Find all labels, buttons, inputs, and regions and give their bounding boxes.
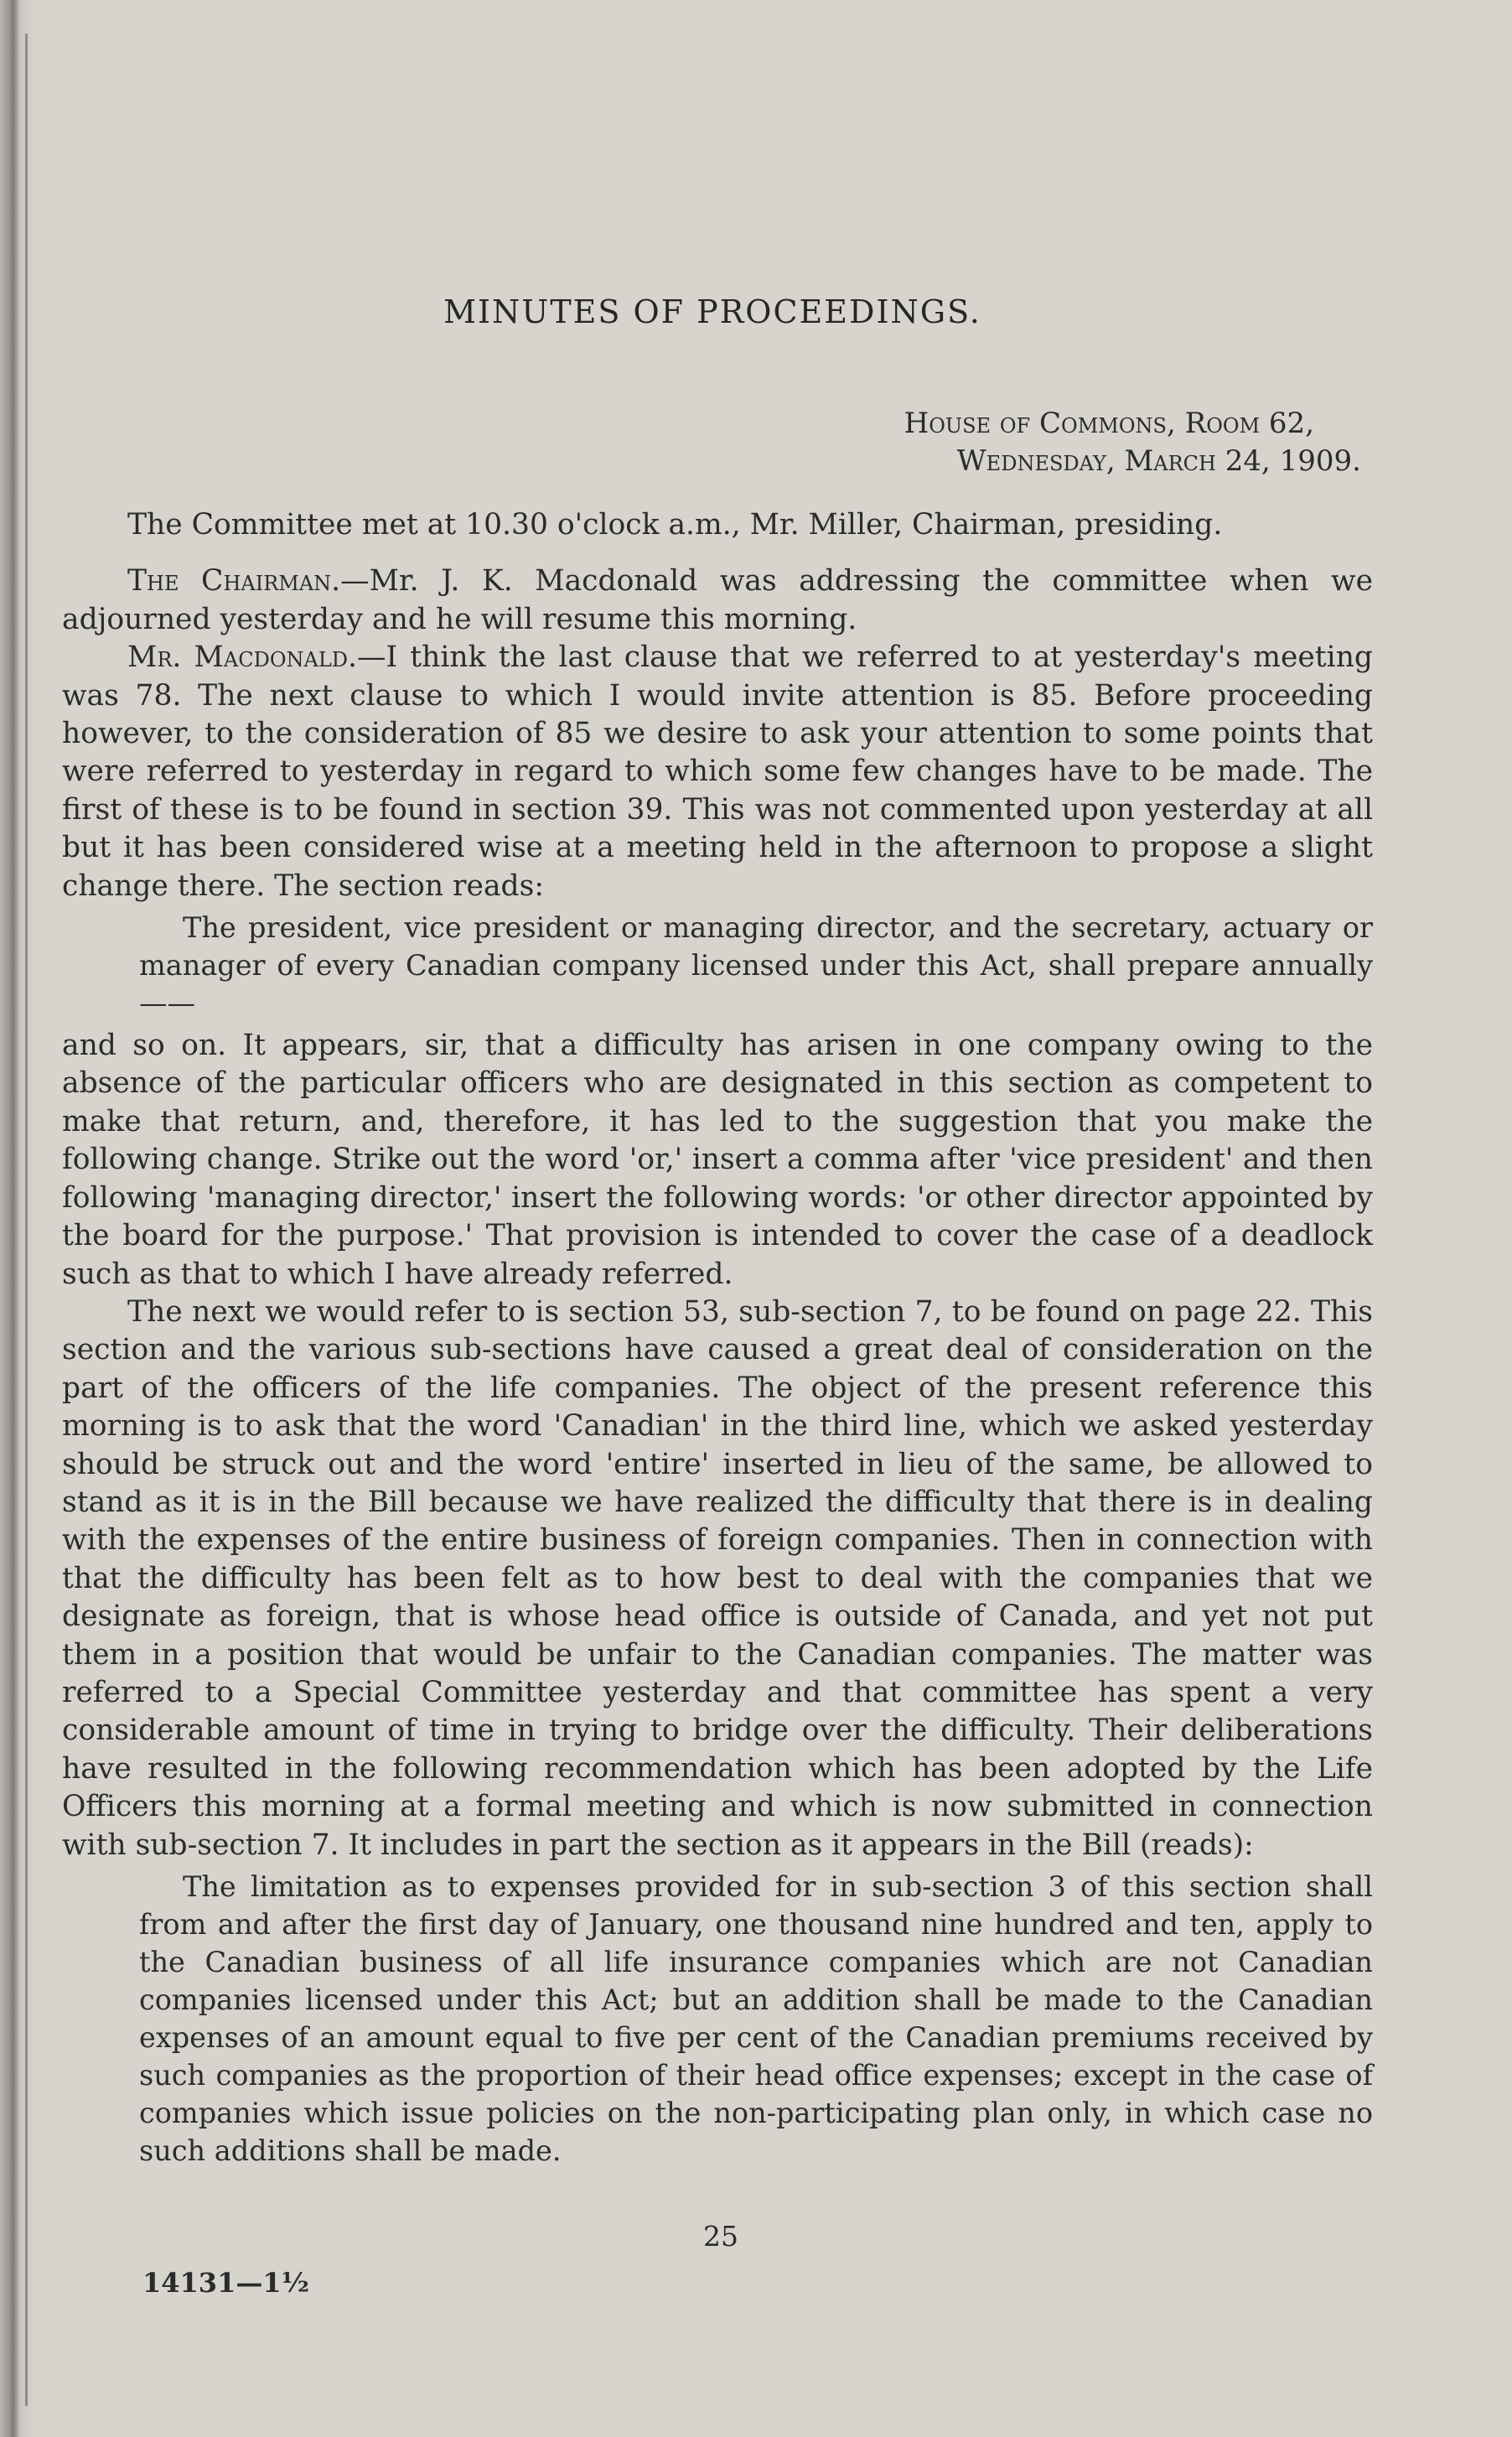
section-53-paragraph: The next we would refer to is section 53, sub-section 7, to be found on page 22. This section and the various sub-sections have caused a great deal of consideration on the part of the officers of the life companies. The object of the present reference this morning is to ask that the word 'Canadian' in the third line, which we asked yesterday should be struck out and the word 'entire' inserted in lieu of the same, be allowed to stand as it is in the Bill because we have realized the difficulty that there is in dealing with the expenses of the entire business of foreign companies. Then in connection with that the difficulty has been felt as to how best to deal with the companies that we designate as foreign, that is whose head office is outside of Canada, and yet not put them in a position that would be unfair to the Canadian companies. The matter was referred to a Special Committee yesterday and that committee has spent a very considerable amount of time in trying to bridge over the difficulty. Their deliberations have resulted in the following recommendation which has been adopted by the Life Officers this morning at a formal meeting and which is now submitted in connection with sub-section 7. It includes in part the section as it appears in the Bill (reads): <box>62 1294 1373 1862</box>
quote-text: The limitation as to expenses provided for in sub-section 3 of this section shall from and after the first day of January, one thousand nine hundred and ten, apply to the Canadian business of all life insurance companies which are not Canadian companies licensed under this Act; but an addition shall be made to the Canadian expenses of an amount equal to five per cent of the Canadian premiums received by such companies as the proportion of their head office expenses; except in the case of companies which issue policies on the non-participating plan only, in which case no such additions shall be made. <box>139 1870 1373 2167</box>
meeting-paragraph: The Committee met at 10.30 o'clock a.m., Mr. Miller, Chairman, presiding. <box>127 508 1223 542</box>
speech-text: —I think the last clause that we referred to at yesterday's meeting was 78. The next clause to which I would invite attention is 85. Before proceeding however, to the consideration of 85 we desire to ask your attention to some points that were referred to yesterday in regard to which some few changes have to be made. The first of these is to be found in section 39. This was not commented upon yesterday at all but it has been considered wise at a meeting held in the afternoon to propose a slight change there. The section reads: <box>62 640 1373 903</box>
quoted-recommendation <box>62 1868 1373 2170</box>
continuation-paragraph: and so on. It appears, sir, that a difficulty has arisen in one company owing to the absence of the particular officers who are designated in this section as competent to make that return, and, therefore, it has led to the suggestion that you make the following change. Strike out the word 'or,' insert a comma after 'vice president' and then following 'managing director,' insert the following words: 'or other director appointed by the board for the purpose.' That provision is intended to cover the case of a deadlock such as that to which I have already referred. <box>62 1029 1373 1291</box>
speaker-name: The Chairman. <box>127 564 341 599</box>
macdonald-paragraph <box>62 639 1373 905</box>
page-number: 25 <box>703 2220 738 2253</box>
speaker-name: Mr. Macdonald. <box>127 640 357 675</box>
page-title: MINUTES OF PROCEEDINGS. <box>443 293 981 330</box>
chairman-paragraph <box>62 563 1373 639</box>
minutes-body <box>62 506 1373 2175</box>
date-line: Wednesday, March 24, 1909. <box>956 444 1361 478</box>
location-line: House of Commons, Room 62, <box>904 407 1314 440</box>
printer-signature-mark: 14131—1½ <box>142 2267 309 2299</box>
quote-text: The president, vice president or managing director, and the secretary, actuary or manager of every Canadian company licensed under this Act, shall prepare annually—— <box>139 911 1373 1020</box>
quoted-section-39 <box>62 909 1373 1022</box>
speech-text: —Mr. J. K. Macdonald was addressing the committee when we adjourned yesterday and he will resume this morning. <box>62 564 1373 636</box>
